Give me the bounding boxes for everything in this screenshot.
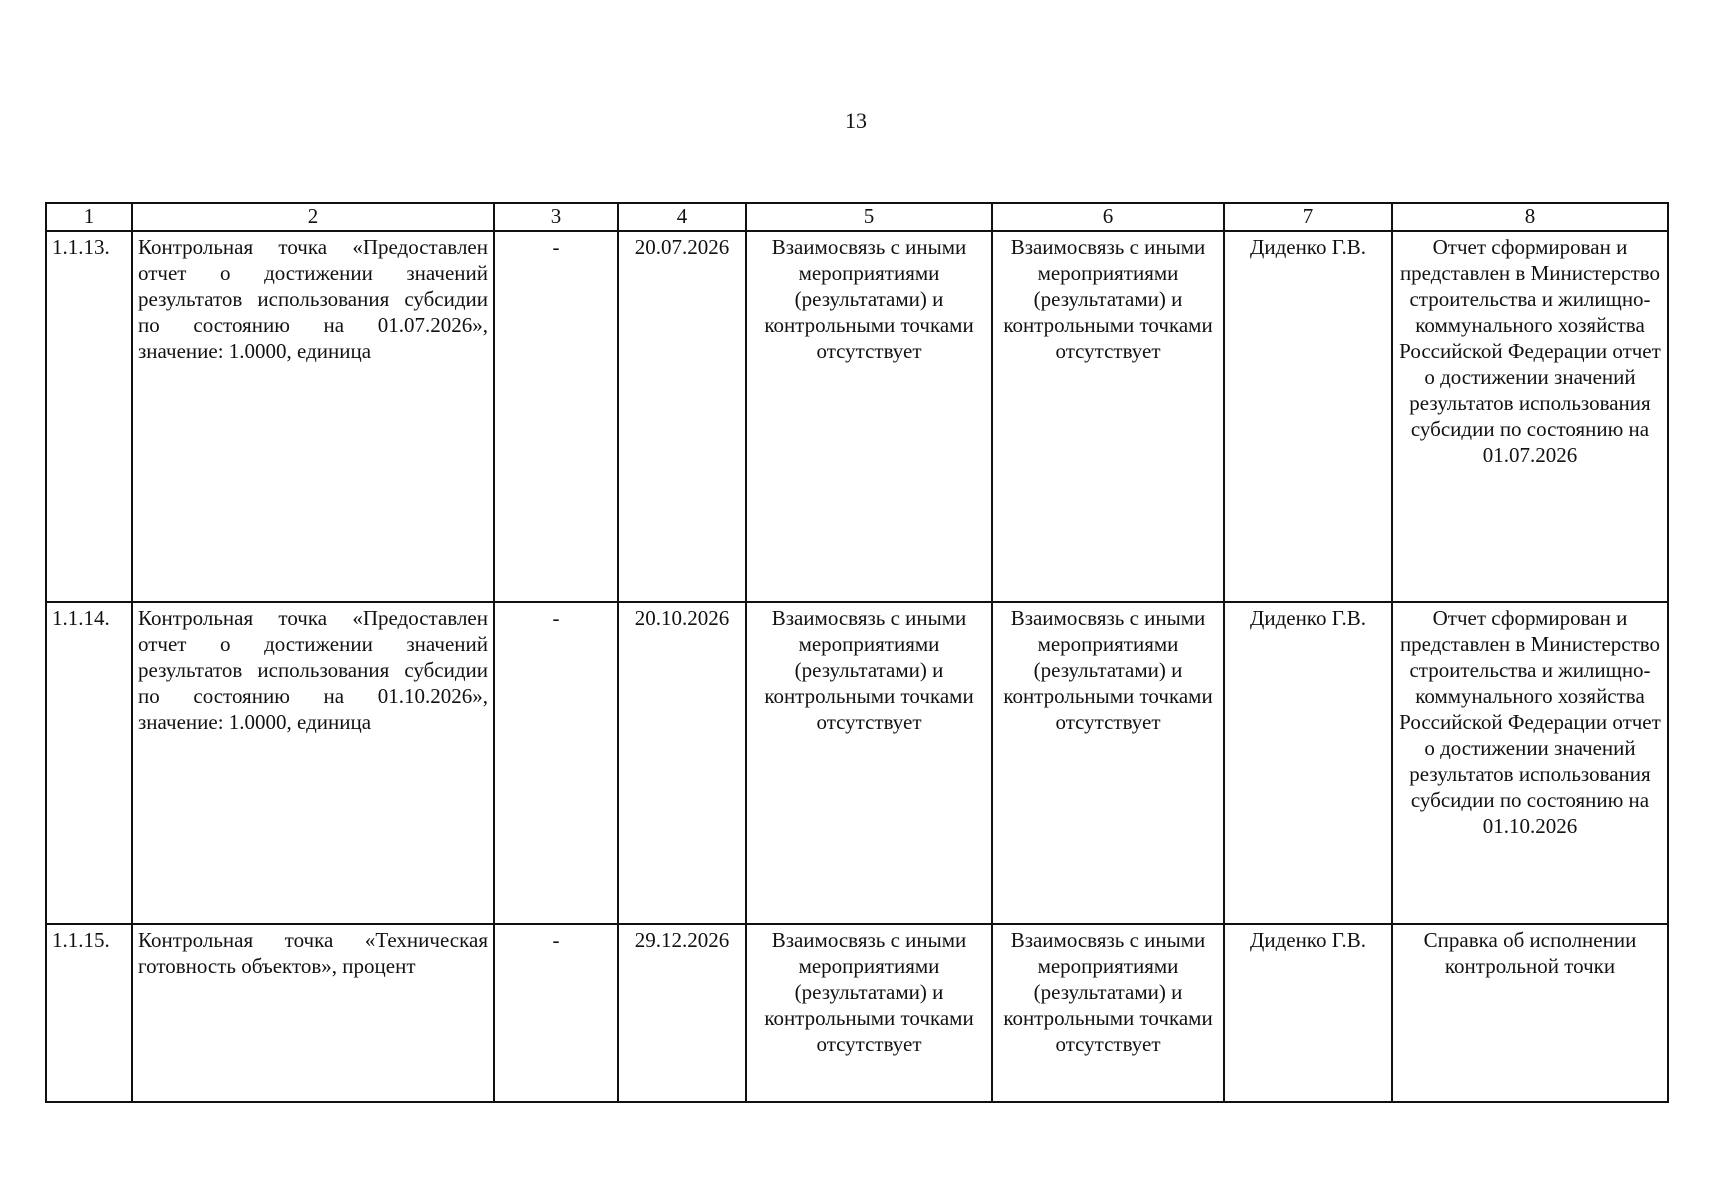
column-3-value: - [494, 924, 618, 1102]
column-header-1: 1 [46, 203, 132, 231]
relation-column-5: Взаимосвязь с иными мероприятиями (результатами) и контрольными точками отсутствует [746, 602, 992, 924]
column-header-2: 2 [132, 203, 494, 231]
due-date: 20.07.2026 [618, 231, 746, 602]
responsible-person: Диденко Г.В. [1224, 924, 1392, 1102]
column-header-3: 3 [494, 203, 618, 231]
row-number: 1.1.15. [46, 924, 132, 1102]
relation-column-5: Взаимосвязь с иными мероприятиями (результатами) и контрольными точками отсутствует [746, 231, 992, 602]
column-header-6: 6 [992, 203, 1224, 231]
result-document: Отчет сформирован и представлен в Министерство строительства и жилищно-коммунального хозяйства Российской Федерации отчет о достижении значений результатов использования субсидии по состоянию на 01.07.2026 [1392, 231, 1668, 602]
result-document: Отчет сформирован и представлен в Министерство строительства и жилищно-коммунального хозяйства Российской Федерации отчет о достижении значений результатов использования субсидии по состоянию на 01.10.2026 [1392, 602, 1668, 924]
control-point-description: Контрольная точка «Предоставлен отчет о достижении значений результатов использования субсидии по состоянию на 01.10.2026», значение: 1.0000, единица [132, 602, 494, 924]
column-3-value: - [494, 602, 618, 924]
control-point-description: Контрольная точка «Техническая готовность объектов», процент [132, 924, 494, 1102]
header-row [46, 203, 1668, 231]
responsible-person: Диденко Г.В. [1224, 231, 1392, 602]
control-points-table [45, 202, 1669, 1103]
table-row [46, 924, 1668, 1102]
column-header-7: 7 [1224, 203, 1392, 231]
column-header-5: 5 [746, 203, 992, 231]
column-3-value: - [494, 231, 618, 602]
result-document: Справка об исполнении контрольной точки [1392, 924, 1668, 1102]
responsible-person: Диденко Г.В. [1224, 602, 1392, 924]
relation-column-5: Взаимосвязь с иными мероприятиями (результатами) и контрольными точками отсутствует [746, 924, 992, 1102]
relation-column-6: Взаимосвязь с иными мероприятиями (результатами) и контрольными точками отсутствует [992, 602, 1224, 924]
relation-column-6: Взаимосвязь с иными мероприятиями (результатами) и контрольными точками отсутствует [992, 924, 1224, 1102]
row-number: 1.1.13. [46, 231, 132, 602]
table-row [46, 602, 1668, 924]
due-date: 20.10.2026 [618, 602, 746, 924]
page-number: 13 [845, 108, 867, 133]
table-row [46, 231, 1668, 602]
control-point-description: Контрольная точка «Предоставлен отчет о достижении значений результатов использования субсидии по состоянию на 01.07.2026», значение: 1.0000, единица [132, 231, 494, 602]
relation-column-6: Взаимосвязь с иными мероприятиями (результатами) и контрольными точками отсутствует [992, 231, 1224, 602]
column-header-8: 8 [1392, 203, 1668, 231]
due-date: 29.12.2026 [618, 924, 746, 1102]
column-header-4: 4 [618, 203, 746, 231]
row-number: 1.1.14. [46, 602, 132, 924]
